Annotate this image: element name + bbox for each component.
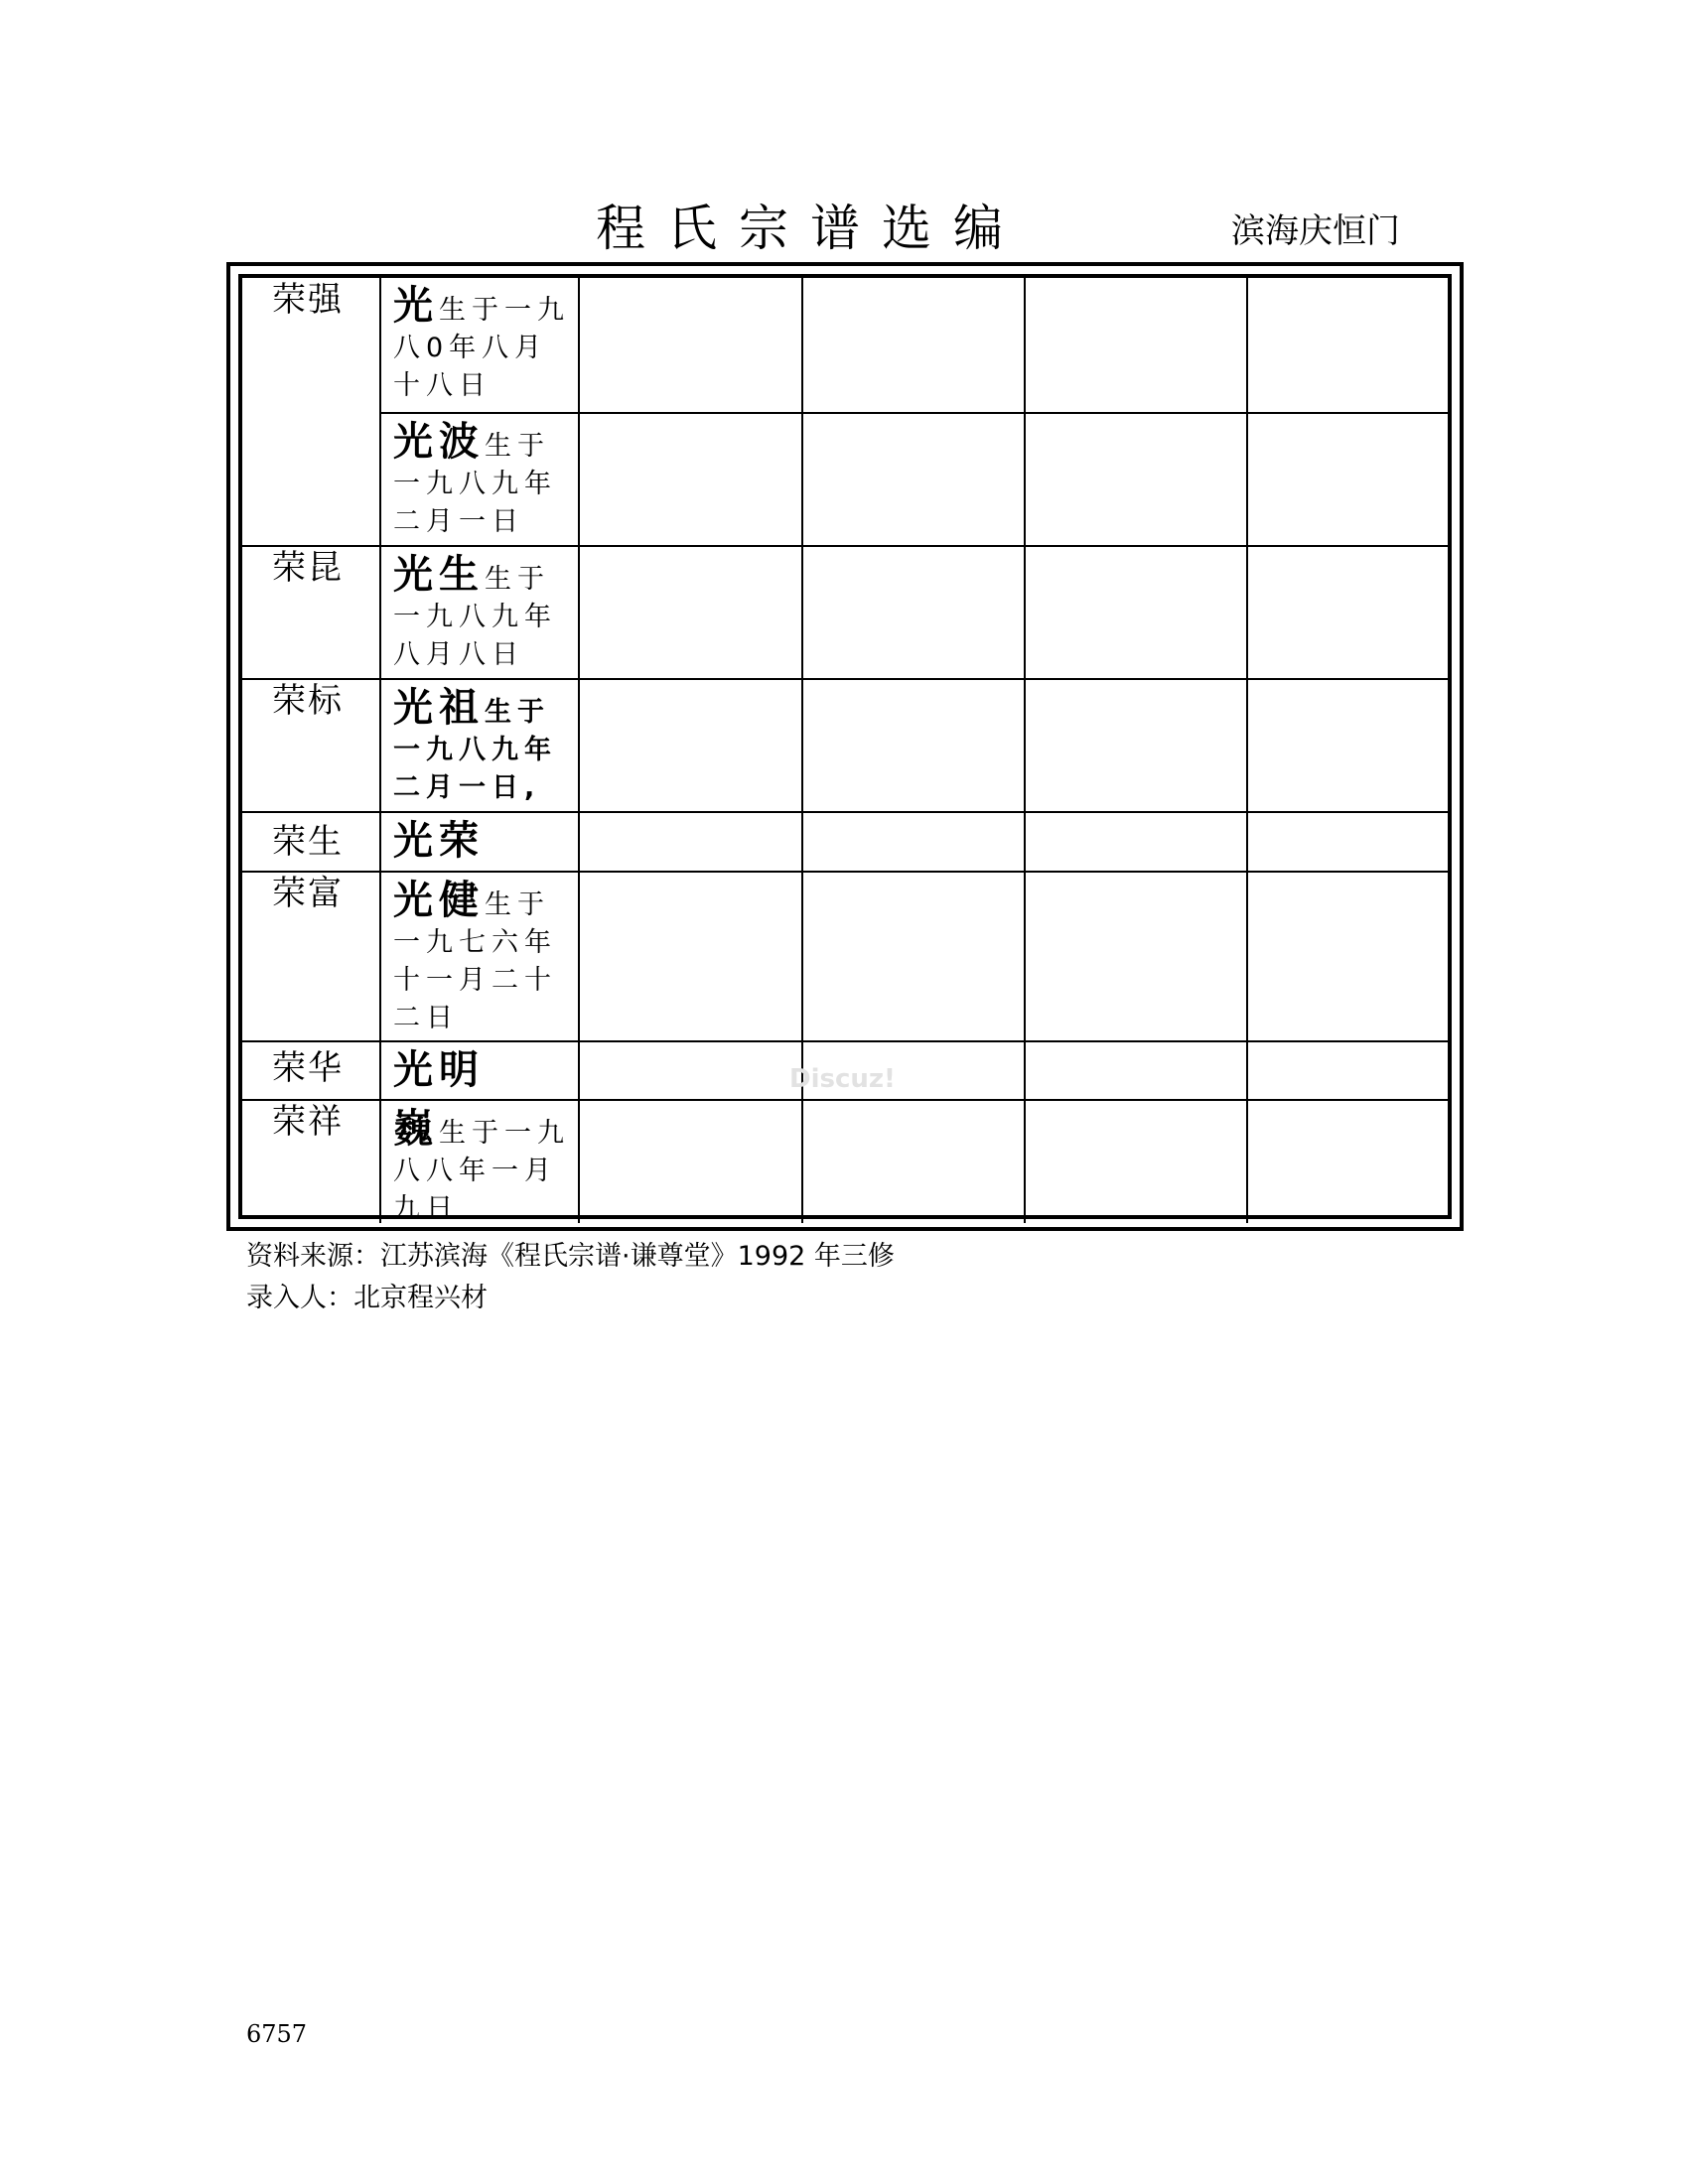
child-entry — [381, 1101, 578, 1223]
child-name: 光波 — [393, 419, 485, 465]
watermark: Discuz! — [789, 1064, 896, 1094]
parent-name: 荣祥 — [272, 1102, 344, 1142]
parent-name: 荣强 — [272, 280, 344, 320]
child-birth-note: 生于一九八八年一月九日 — [393, 1118, 570, 1223]
parent-name: 荣生 — [272, 822, 344, 862]
branch-name: 滨海庆恒门 — [1231, 211, 1400, 251]
child-birth-note: 生于一九八九年二月一日, — [393, 697, 557, 803]
parent-name: 荣标 — [272, 681, 344, 721]
child-entry — [381, 680, 578, 811]
child-name: 光健 — [393, 878, 485, 923]
column-divider — [1246, 278, 1248, 1223]
child-name: 光生 — [393, 552, 485, 598]
column-divider — [1024, 278, 1026, 1223]
child-name: 巍 — [393, 1106, 439, 1152]
child-birth-note: 生于一九八九年二月一日 — [393, 431, 557, 537]
child-name: 光祖 — [393, 685, 485, 731]
source-citation: 资料来源：江苏滨海《程氏宗谱·谦尊堂》1992 年三修 — [246, 1241, 895, 1272]
column-divider — [578, 278, 580, 1223]
child-entry — [381, 278, 578, 412]
parent-name: 荣昆 — [272, 548, 344, 588]
child-entry — [381, 873, 578, 1040]
entered-by: 录入人：北京程兴材 — [246, 1283, 488, 1313]
page-title: 程氏宗谱选编 — [596, 200, 1025, 257]
child-entry — [381, 813, 578, 871]
child-entry — [381, 547, 578, 678]
child-entry — [381, 414, 578, 545]
child-entry — [381, 1042, 578, 1099]
child-name: 光明 — [393, 1047, 485, 1093]
child-birth-note: 生于一九八0年八月十八日 — [393, 295, 570, 401]
child-birth-note: 生于一九七六年十一月二十二日 — [393, 889, 557, 1033]
parent-name: 荣华 — [272, 1048, 344, 1088]
child-name: 光 — [393, 283, 439, 329]
page-number: 6757 — [246, 2020, 308, 2048]
parent-name: 荣富 — [272, 874, 344, 913]
child-birth-note: 生于一九八九年八月八日 — [393, 564, 557, 670]
child-name: 光荣 — [393, 818, 485, 864]
